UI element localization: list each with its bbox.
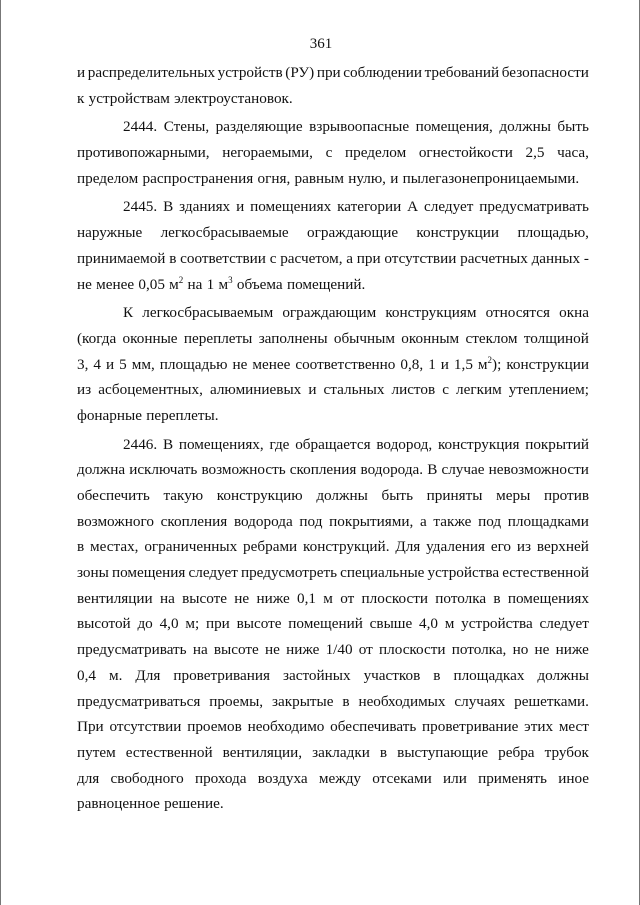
word: 1 (206, 275, 215, 293)
word: толщиной (523, 329, 589, 347)
text-line (77, 166, 589, 192)
word: не (232, 355, 248, 373)
word: равным (294, 169, 344, 187)
word: в (342, 692, 350, 710)
word: 1,5 (453, 355, 473, 373)
word: стальных (323, 381, 385, 399)
word: не (264, 641, 280, 659)
word: местах, (90, 538, 139, 556)
word: мм, (131, 355, 155, 373)
word: в (169, 249, 177, 267)
text-line (77, 300, 589, 326)
word: также (433, 512, 472, 530)
text-line (77, 403, 589, 429)
word: быть (557, 118, 589, 136)
word: переплеты (183, 329, 253, 347)
word: из (516, 538, 532, 556)
word: вентиляции, (222, 743, 303, 761)
word: обеспечить (77, 487, 150, 504)
word: 4 (93, 355, 101, 373)
word: 2444. (123, 118, 158, 136)
word: А (407, 198, 419, 216)
word: и (390, 169, 399, 187)
word: применять (478, 769, 547, 787)
word: (РУ) (285, 64, 315, 81)
text-line (77, 637, 589, 663)
word: ниже (286, 641, 320, 659)
word: менее (96, 275, 135, 293)
word: равноценное (77, 795, 160, 813)
word: должны (499, 118, 551, 136)
word: против (543, 487, 589, 504)
word: случае (441, 461, 485, 479)
word: предусматривать (479, 198, 589, 216)
word: устройства (427, 564, 500, 582)
word: воздуха (257, 769, 308, 787)
word: следует (539, 615, 589, 633)
word: расчетом, (280, 249, 343, 267)
word: прохода (194, 769, 247, 787)
word: плоскости (379, 641, 446, 659)
word: Для (135, 666, 161, 684)
word: такую (163, 487, 204, 504)
word: в (433, 666, 441, 684)
text-line (77, 483, 589, 509)
word: его (490, 538, 512, 556)
word: взрывоопасные (309, 118, 410, 136)
word: застойных (282, 666, 351, 684)
word: Стены, (163, 118, 210, 136)
word: данных (531, 249, 581, 267)
word: при (316, 64, 341, 81)
word: отсеками (372, 769, 432, 787)
word: 4,0 (159, 615, 179, 633)
word: ребрами (243, 538, 298, 556)
word: конструкции (416, 224, 500, 242)
word: (когда (77, 329, 117, 347)
text-line (77, 457, 589, 483)
word: легкосбрасываемым (142, 304, 274, 322)
word: водорода. (360, 461, 424, 479)
word: расчетных (460, 249, 528, 267)
word: и (440, 355, 449, 373)
word: с (269, 249, 277, 267)
word: листов (391, 381, 436, 399)
word: водород, (376, 435, 433, 453)
word: помещений. (286, 275, 366, 293)
word: распределительных (87, 64, 216, 81)
word: плоскости (361, 589, 429, 607)
word: переплеты. (146, 406, 219, 424)
word: вентиляции (77, 589, 153, 607)
word: При (77, 718, 104, 736)
word: помещениях (507, 589, 589, 607)
word: оконным (401, 329, 460, 347)
word: потолка, (451, 641, 507, 659)
text-line (77, 509, 589, 535)
word: свыше (369, 615, 413, 633)
word: ниже (256, 589, 290, 607)
text-line (77, 60, 589, 86)
word: устройств (217, 64, 283, 81)
text-line (77, 220, 589, 246)
word: высоте (182, 589, 227, 607)
word: 1 (428, 355, 436, 373)
word: и (77, 64, 86, 81)
word: участков (363, 666, 421, 684)
word: ниже (555, 641, 589, 659)
word: предусматриваться (77, 692, 201, 710)
word: ограждающим (282, 304, 377, 322)
word: исключать (129, 461, 198, 479)
word: легким (456, 381, 502, 399)
word: 4,0 (419, 615, 438, 633)
word: покрытий (525, 435, 589, 453)
word: соответственно (295, 355, 396, 373)
word: естественной (502, 564, 589, 582)
word: а (419, 512, 427, 530)
word: с (442, 381, 449, 399)
word: асбоцементных, (98, 381, 203, 399)
word: обычным (333, 329, 395, 347)
word: для (77, 769, 100, 787)
text-line (77, 377, 589, 403)
word: под (299, 512, 323, 530)
word: алюминиевых (209, 381, 302, 399)
superscript: 2 (487, 354, 493, 365)
word: или (443, 769, 467, 787)
word: скопления (160, 512, 228, 530)
word: в (493, 589, 501, 607)
word: предусмотреть (240, 564, 338, 582)
word: должны (537, 666, 589, 684)
word: но (512, 641, 529, 659)
word: обращается (295, 435, 371, 453)
word: должны (316, 487, 368, 504)
text-line (77, 534, 589, 560)
word: с (325, 144, 333, 162)
word: и (236, 198, 245, 216)
word: стеклом (465, 329, 518, 347)
word: м. (108, 666, 123, 684)
word: 2,5 (525, 144, 545, 162)
word: закладки (312, 743, 370, 761)
word: быть (381, 487, 413, 504)
word: отсутствии (109, 718, 182, 736)
word: 0,4 (77, 666, 96, 684)
word: В (427, 461, 438, 479)
text-line (77, 246, 589, 272)
word: объема (236, 275, 283, 293)
word: 3, (77, 355, 89, 373)
word: помещения (111, 564, 186, 582)
word: случаях (454, 692, 506, 710)
word: проветривания (173, 666, 270, 684)
word: специальные (340, 564, 425, 582)
word: огня, (257, 169, 291, 187)
word: иное (558, 769, 589, 787)
word: возможного (77, 512, 154, 530)
text-line (77, 766, 589, 792)
text-line (77, 689, 589, 715)
word: свободного (110, 769, 184, 787)
word: в (379, 743, 388, 761)
word: а (346, 249, 353, 267)
word: между (318, 769, 362, 787)
text-line (77, 432, 589, 458)
word: м; (185, 615, 200, 633)
text-line (77, 194, 589, 220)
superscript: 2 (178, 274, 184, 285)
word: В (162, 435, 174, 453)
text-line (77, 86, 589, 112)
word: и (308, 381, 317, 399)
word: наружные (77, 224, 143, 242)
word: не (534, 641, 550, 659)
text-line (77, 140, 589, 166)
word: не (234, 589, 250, 607)
word: ограждающие (307, 224, 399, 242)
word: должна (77, 461, 126, 479)
word: негораемыми, (222, 144, 313, 162)
word: категории (337, 198, 402, 216)
superscript: 3 (228, 274, 233, 285)
word: обеспечивать (330, 718, 417, 736)
word: под (478, 512, 502, 530)
word: заполнены (258, 329, 328, 347)
word: ограниченных (144, 538, 238, 556)
word: противопожарными, (77, 144, 210, 162)
word: соблюдении (343, 64, 422, 81)
word: пределом (344, 144, 407, 162)
word: м (444, 615, 455, 633)
word: $м^3$ (218, 274, 233, 293)
text-line (77, 586, 589, 612)
word: и (105, 355, 115, 373)
word: площадью, (517, 224, 589, 242)
word: высоте (213, 641, 259, 659)
word: легкосбрасываемые (160, 224, 289, 242)
word: следует (188, 564, 238, 582)
word: от (340, 589, 355, 607)
word: скопления (289, 461, 357, 479)
word: решение. (164, 795, 224, 813)
word: водорода (233, 512, 293, 530)
word: часа, (557, 144, 589, 162)
word: мест (558, 718, 589, 736)
word: в (77, 538, 85, 556)
text-line (77, 560, 589, 586)
word: В (163, 198, 174, 216)
word: огнестойкости (418, 144, 513, 162)
word: пределом (77, 169, 139, 187)
text-line (77, 663, 589, 689)
word: покрытиями, (329, 512, 414, 530)
word: конструкции (506, 355, 589, 373)
word: безопасности (501, 64, 589, 81)
word: на (187, 275, 203, 293)
text-line (77, 114, 589, 140)
word: проемы, (209, 692, 264, 710)
text-line (77, 714, 589, 740)
word: невозможности (488, 461, 589, 479)
word: помещениях, (178, 435, 264, 453)
word: пылегазонепроницаемыми. (402, 169, 580, 187)
word: относятся (485, 304, 550, 322)
word: 0,1 (297, 589, 316, 607)
word: распространения (142, 169, 254, 187)
word: менее (252, 355, 291, 373)
word: предусматривать (77, 641, 187, 659)
word: площадками (507, 512, 589, 530)
word: требований (424, 64, 500, 81)
word: конструкция (437, 435, 520, 453)
word: помещениях (250, 198, 332, 216)
text-line (77, 611, 589, 637)
page-number: 361 (309, 36, 333, 52)
word: потолка (435, 589, 487, 607)
text-line (77, 740, 589, 766)
word: удаления (426, 538, 485, 556)
word: при (356, 249, 381, 267)
word: 5 (119, 355, 127, 373)
word: зданиях (179, 198, 231, 216)
word: приняты (426, 487, 483, 504)
word: отсутствии (384, 249, 457, 267)
word: помещения, (415, 118, 493, 136)
word: этих (524, 718, 554, 736)
word: проветривание (422, 718, 519, 736)
word: меры (496, 487, 531, 504)
word: где (269, 435, 290, 453)
word: от (358, 641, 373, 659)
word: - (583, 249, 589, 267)
word: выступающие (397, 743, 489, 761)
word: К (123, 304, 134, 322)
word: конструкцию (216, 487, 303, 504)
word: 2445. (123, 198, 158, 216)
word: нулю, (348, 169, 386, 187)
word: Для (395, 538, 421, 556)
word: на (192, 641, 208, 659)
word: $м^2$ (169, 274, 184, 293)
word: необходимых (358, 692, 446, 710)
word: площадью (159, 355, 228, 373)
text-line (77, 352, 589, 378)
word: $м^2$); (477, 354, 502, 373)
word: до (137, 615, 153, 633)
word: решетками. (514, 692, 589, 710)
word: трубок (544, 743, 589, 761)
word: устройствам (88, 89, 170, 107)
word: фонарные (77, 406, 142, 424)
word: соответствии (180, 249, 266, 267)
text-line (77, 326, 589, 352)
word: конструкциям (385, 304, 477, 322)
word: 0,8, (400, 355, 424, 373)
body-text (77, 60, 589, 817)
word: высоте (236, 615, 282, 633)
word: оконные (122, 329, 178, 347)
word: проемов (187, 718, 242, 736)
word: из (77, 381, 92, 399)
word: на (159, 589, 175, 607)
word: зоны (77, 564, 109, 582)
word: 2446. (123, 435, 158, 453)
word: закрытые (271, 692, 334, 710)
word: ребра (498, 743, 535, 761)
text-line (77, 791, 589, 817)
word: возможность (201, 461, 286, 479)
word: устройства (461, 615, 533, 633)
word: утеплением; (508, 381, 589, 399)
text-line (77, 272, 589, 298)
word: помещений (288, 615, 363, 633)
word: естественной (125, 743, 213, 761)
word: необходимо (247, 718, 325, 736)
word: м (323, 589, 333, 607)
word: следует (424, 198, 474, 216)
word: окна (559, 304, 589, 322)
word: к (77, 89, 85, 107)
word: электроустановок. (174, 89, 293, 107)
word: площадках (453, 666, 525, 684)
word: высотой (77, 615, 131, 633)
word: конструкций. (303, 538, 390, 556)
word: верхней (536, 538, 589, 556)
word: 1/40 (325, 641, 353, 659)
word: не (77, 275, 92, 293)
word: принимаемой (77, 249, 166, 267)
word: при (205, 615, 230, 633)
word: путем (77, 743, 116, 761)
word: 0,05 (138, 275, 165, 293)
word: разделяющие (215, 118, 303, 136)
